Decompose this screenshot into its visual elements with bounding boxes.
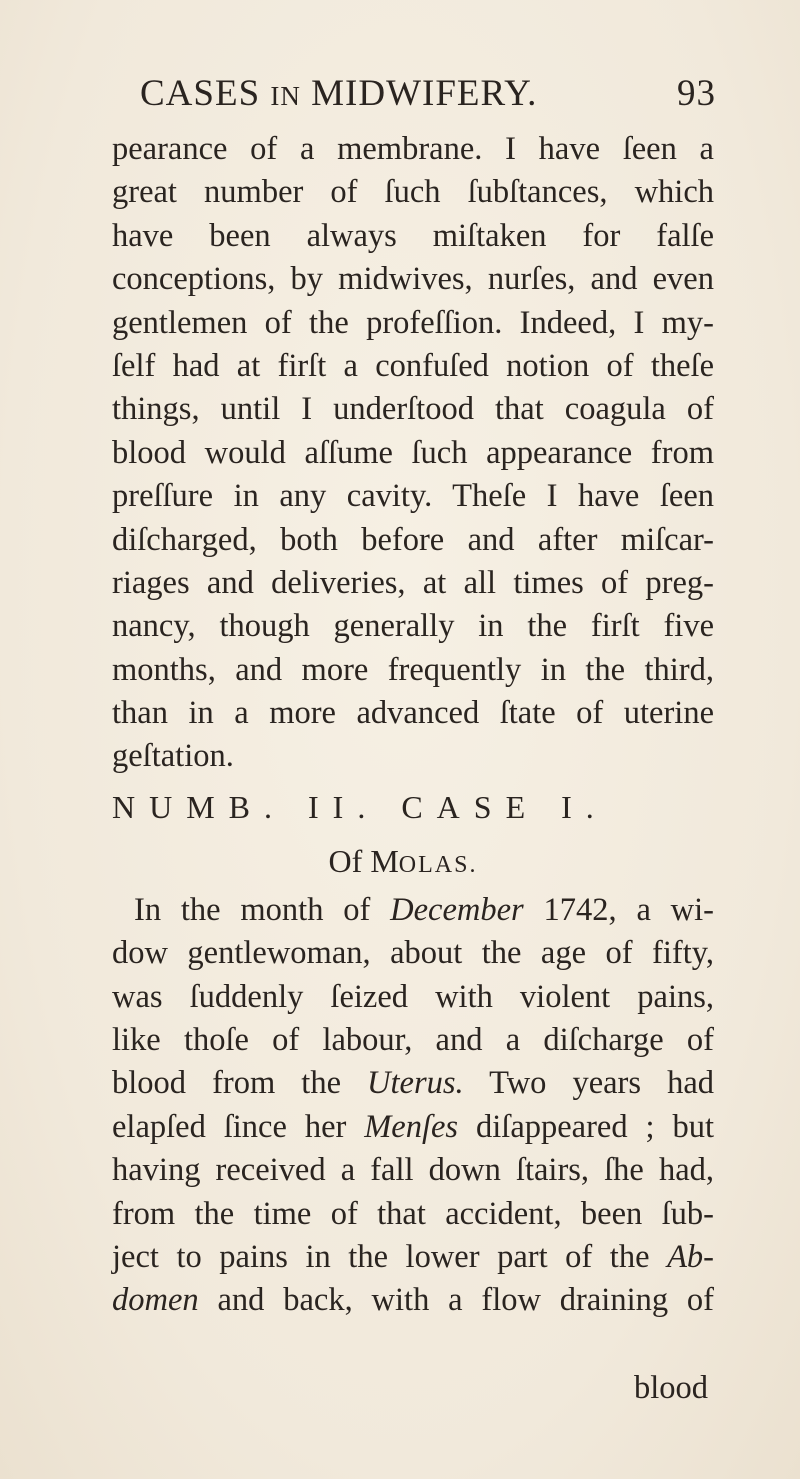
text-run: ject to pains in the lower part of the [112,1238,668,1275]
title-word-cases: CASES [140,73,261,114]
text-line [112,1279,714,1322]
catchword: blood [633,1370,708,1406]
text-run: and back, with a flow draining of [198,1282,714,1319]
title-word-midwifery: MIDWIFERY. [311,73,538,114]
text-line: things, until I underſtood that coagula of [112,391,714,428]
text-line: geſtation. [112,738,234,775]
text-run: blood from the [112,1065,368,1102]
italic-run: domen [112,1282,199,1319]
text-run: In the month of [134,891,391,928]
case-subheading [112,833,714,889]
section-heading: NUMB. II. CASE I. [112,788,608,825]
text-line: conceptions, by midwives, nurſes, and even [112,261,714,298]
text-line: dow gentlewoman, about the age of fifty, [112,935,714,972]
page-number: 93 [677,73,716,114]
text-run: Two years had [463,1065,714,1102]
text-line: diſcharged, both before and after miſcar- [112,521,714,558]
text-run: 1742, a wi- [523,891,715,928]
italic-run: Ab- [667,1238,714,1275]
text-line: than in a more advanced ſtate of uterine [112,695,714,732]
text-line [112,1062,714,1105]
text-line: gentlemen of the profeſſion. Indeed, I my- [112,304,714,341]
text-line: blood would aſſume ſuch appearance from [112,434,714,471]
running-title [140,72,537,115]
text-line: was ſuddenly ſeized with violent pains, [112,978,714,1015]
text-line: having received a fall down ſtairs, ſhe had, [112,1152,714,1189]
italic-run: December [390,891,524,928]
paragraph-2 [112,889,714,1323]
italic-run: Uterus. [367,1065,464,1102]
paragraph-1 [112,128,714,779]
subheading-of: Of [328,842,363,879]
subheading-molas-rest: OLAS. [398,851,478,878]
running-header [110,72,716,128]
text-line [112,1236,714,1279]
italic-run: Menſes [364,1108,459,1145]
text-run: diſappeared ; but [458,1108,714,1145]
title-word-in: IN [270,81,301,111]
text-line [112,889,714,932]
text-line: nancy, though generally in the firſt five [112,608,714,645]
text-line: months, and more frequently in the third, [112,651,714,688]
text-line: riages and deliveries, at all times of preg- [112,564,714,601]
subheading-molas-cap: M [370,842,399,879]
text-line: great number of ſuch ſubſtances, which [112,174,714,211]
text-line: preſſure in any cavity. Theſe I have ſeen [112,478,714,515]
text-run: elapſed ſince her [112,1108,365,1145]
text-line [112,1106,714,1149]
text-line: have been always miſtaken for falſe [112,217,714,254]
text-line: ſelf had at firſt a confuſed notion of theſe [112,347,714,384]
text-line: pearance of a membrane. I have ſeen a [112,131,714,167]
text-body [112,128,714,1323]
text-line: like thoſe of labour, and a diſcharge of [112,1022,714,1059]
text-line: from the time of that accident, been ſub- [112,1195,714,1232]
